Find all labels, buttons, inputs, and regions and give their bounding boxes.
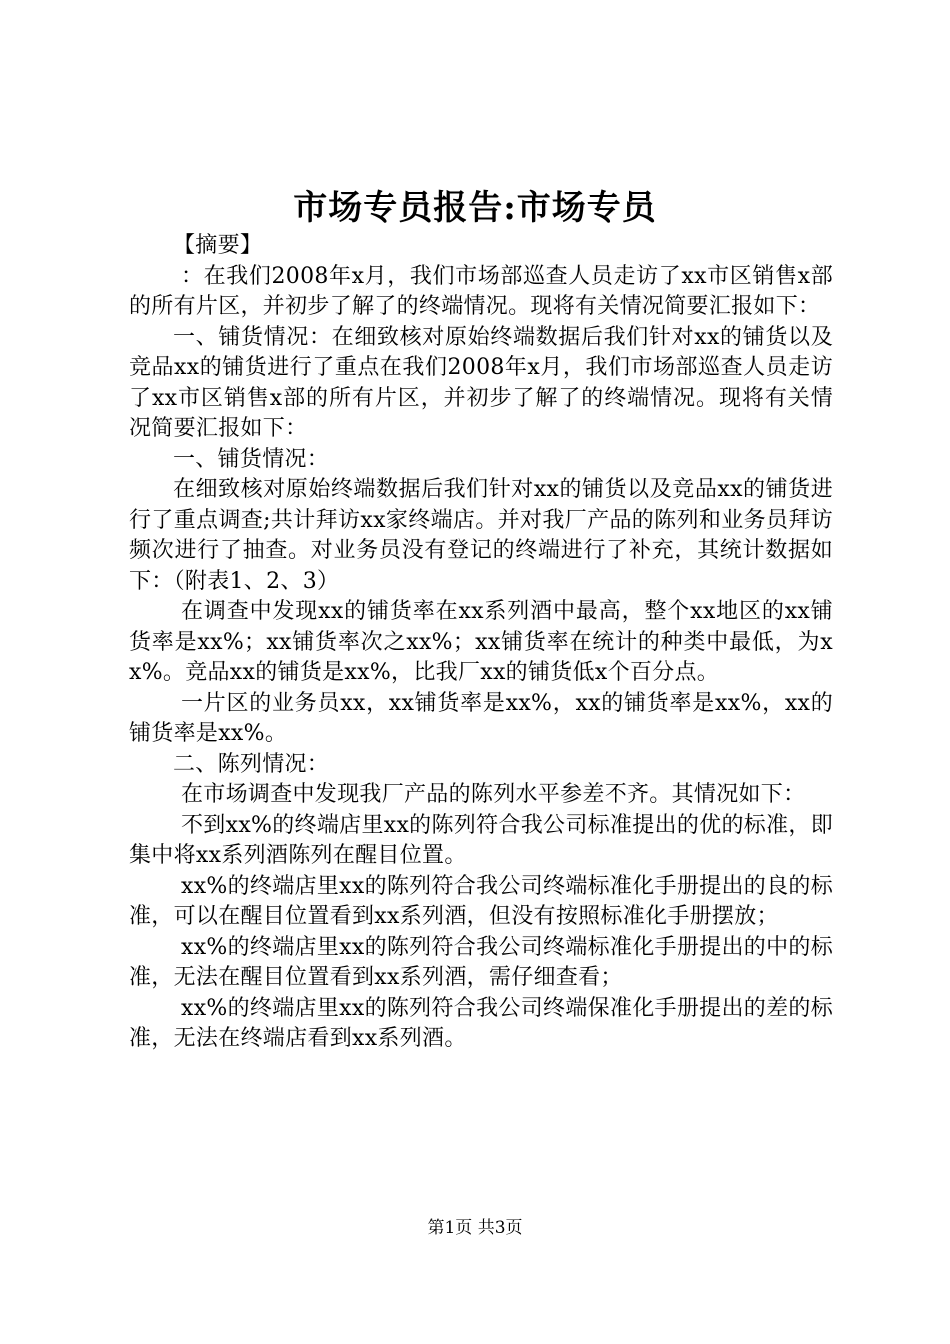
abstract-heading: 【摘要】: [173, 233, 263, 258]
paragraph-display-good: xx%的终端店里xx的陈列符合我公司终端标准化手册提出的良的标准，可以在醒目位置看到xx系列酒，但没有按照标准化手册摆放；: [129, 873, 833, 929]
paragraph-display-medium: xx%的终端店里xx的陈列符合我公司终端标准化手册提出的中的标准，无法在醒目位置看到xx系列酒，需仔细查看；: [129, 934, 833, 990]
paragraph-distribution-rates: 在调查中发现xx的铺货率在xx系列酒中最高，整个xx地区的xx铺货率是xx%；xx铺货率次之xx%；xx铺货率在统计的种类中最低，为xx%。竞品xx的铺货是xx%，比我厂xx的铺货低x个百分点。: [129, 599, 833, 685]
document-title: 市场专员报告:市场专员: [293, 188, 657, 228]
paragraph-display-overview: 在市场调查中发现我厂产品的陈列水平参差不齐。其情况如下：: [181, 782, 806, 807]
document-body: [129, 231, 833, 1055]
paragraph-survey-detail: 在细致核对原始终端数据后我们针对xx的铺货以及竞品xx的铺货进行了重点调查;共计拜访xx家终端店。并对我厂产品的陈列和业务员拜访频次进行了抽查。对业务员没有登记的终端进行了补充，其统计数据如下：（附表1、2、3）: [129, 477, 833, 594]
paragraph-display-excellent: 不到xx%的终端店里xx的陈列符合我公司标准提出的优的标准，即集中将xx系列酒陈列在醒目位置。: [129, 812, 833, 868]
paragraph-distribution-summary: 一、铺货情况：在细致核对原始终端数据后我们针对xx的铺货以及竞品xx的铺货进行了重点在我们2008年x月，我们市场部巡查人员走访了xx市区销售x部的所有片区，并初步了解了的终端情况。现将有关情况简要汇报如下：: [129, 324, 833, 441]
section-heading-display: 二、陈列情况：: [173, 751, 330, 777]
section-heading-distribution: 一、铺货情况：: [173, 446, 330, 472]
page-number-footer: 第1页 共3页: [427, 1218, 523, 1238]
paragraph-zone-one: 一片区的业务员xx，xx铺货率是xx%，xx的铺货率是xx%，xx的铺货率是xx%。: [129, 690, 833, 746]
paragraph-intro: ：在我们2008年x月，我们市场部巡查人员走访了xx市区销售x部的所有片区，并初步了解了的终端情况。现将有关情况简要汇报如下：: [129, 263, 833, 319]
paragraph-display-poor: xx%的终端店里xx的陈列符合我公司终端保准化手册提出的差的标准，无法在终端店看到xx系列酒。: [129, 995, 833, 1051]
